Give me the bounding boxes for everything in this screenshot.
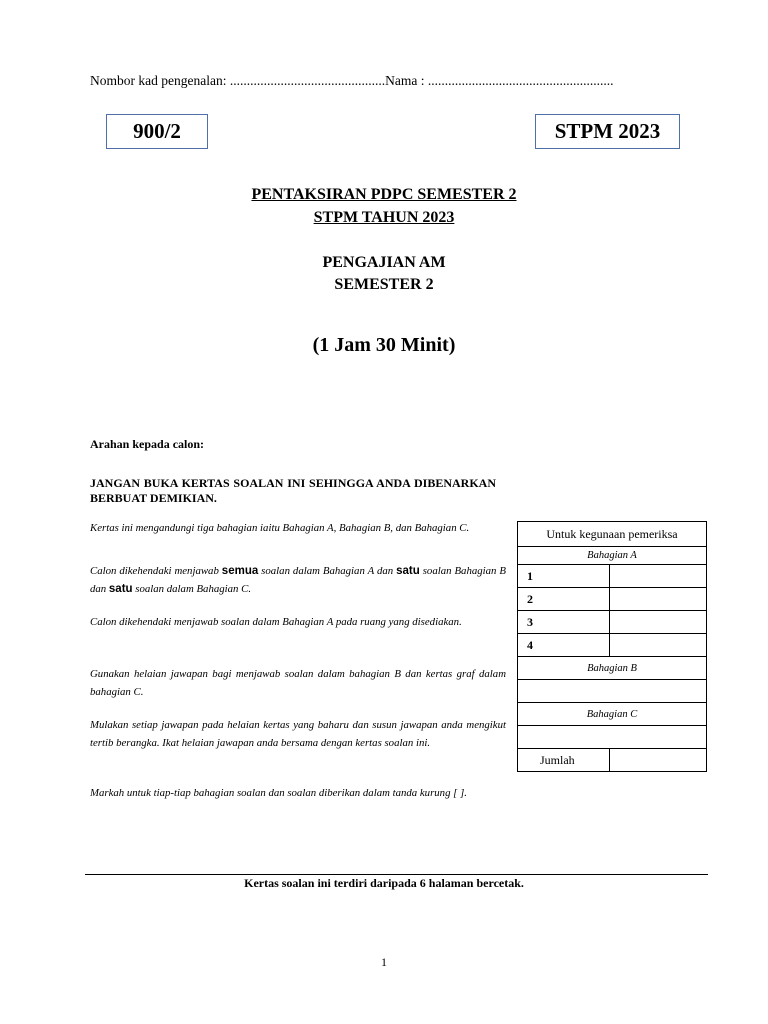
total-label: Jumlah	[518, 749, 610, 772]
footer-divider	[85, 874, 708, 875]
semester-title: SEMESTER 2	[334, 276, 434, 293]
table-row	[518, 749, 707, 772]
mark-cell	[610, 588, 707, 611]
table-row	[518, 565, 707, 588]
examiner-table	[517, 521, 707, 772]
mark-cell	[610, 634, 707, 657]
question-number: 2	[518, 588, 610, 611]
section-c-mark-cell	[518, 726, 707, 749]
page-number: 1	[381, 955, 387, 969]
title-line-1-text: PENTAKSIRAN PDPC SEMESTER 2	[251, 186, 517, 203]
question-number: 4	[518, 634, 610, 657]
instruction-paragraph-6: Markah untuk tiap-tiap bahagian soalan dan soalan diberikan dalam tanda kurung [ ].	[90, 787, 467, 799]
exam-year-box: STPM 2023	[535, 114, 680, 149]
p2-emphasis-satu-2: satu	[108, 583, 133, 595]
question-number: 3	[518, 611, 610, 634]
warning-text: JANGAN BUKA KERTAS SOALAN INI SEHINGGA ANDA DIBENARKAN BERBUAT DEMIKIAN.	[90, 476, 496, 505]
examiner-table-header: Untuk kegunaan pemeriksa	[518, 522, 707, 547]
section-b-mark-cell	[518, 680, 707, 703]
section-b-label: Bahagian B	[518, 657, 707, 680]
p2-emphasis-satu-1: satu	[396, 565, 420, 577]
total-mark-cell	[610, 749, 707, 772]
p2-part-c: soalan dalam Bahagian A dan	[258, 565, 397, 577]
title-line-1	[0, 186, 768, 204]
table-row	[518, 634, 707, 657]
table-row	[518, 680, 707, 703]
table-row	[518, 657, 707, 680]
instruction-paragraph-5: Mulakan setiap jawapan pada helaian kertas yang baharu dan susun jawapan anda mengikut tertib berangka. Ikat helaian jawapan anda bersama dengan kertas soalan ini.	[90, 719, 506, 749]
question-number: 1	[518, 565, 610, 588]
mark-cell	[610, 611, 707, 634]
title-line-2-text: STPM TAHUN 2023	[313, 209, 455, 226]
instructions-heading: Arahan kepada calon:	[90, 437, 205, 451]
paper-code-box: 900/2	[106, 114, 208, 149]
p2-part-g: soalan dalam Bahagian C.	[132, 583, 252, 595]
table-row	[518, 522, 707, 547]
table-row	[518, 703, 707, 726]
instruction-paragraph-1: Kertas ini mengandungi tiga bahagian iaitu Bahagian A, Bahagian B, dan Bahagian C.	[90, 522, 470, 534]
p2-emphasis-semua: semua	[221, 565, 259, 577]
p2-part-e: soalan Bahagian B dan	[90, 565, 506, 595]
mark-cell	[610, 565, 707, 588]
table-row	[518, 547, 707, 565]
section-c-label: Bahagian C	[518, 703, 707, 726]
footer-note: Kertas soalan ini terdiri daripada 6 halaman bercetak.	[244, 876, 524, 890]
id-name-line: Nombor kad pengenalan: ..............................................Nama : .......................................................	[90, 73, 614, 88]
table-row	[518, 611, 707, 634]
table-row	[518, 726, 707, 749]
section-a-label: Bahagian A	[518, 547, 707, 565]
instruction-paragraph-3: Calon dikehendaki menjawab soalan dalam Bahagian A pada ruang yang disediakan.	[90, 616, 462, 628]
instruction-paragraph-4: Gunakan helaian jawapan bagi menjawab soalan dalam bahagian B dan kertas graf dalam bahagian C.	[90, 668, 506, 698]
table-row	[518, 588, 707, 611]
subject-title: PENGAJIAN AM	[322, 254, 446, 271]
title-line-2	[0, 209, 768, 227]
duration: (1 Jam 30 Minit)	[312, 334, 456, 356]
instruction-paragraph-2	[90, 562, 506, 598]
p2-part-a: Calon dikehendaki menjawab	[90, 565, 222, 577]
